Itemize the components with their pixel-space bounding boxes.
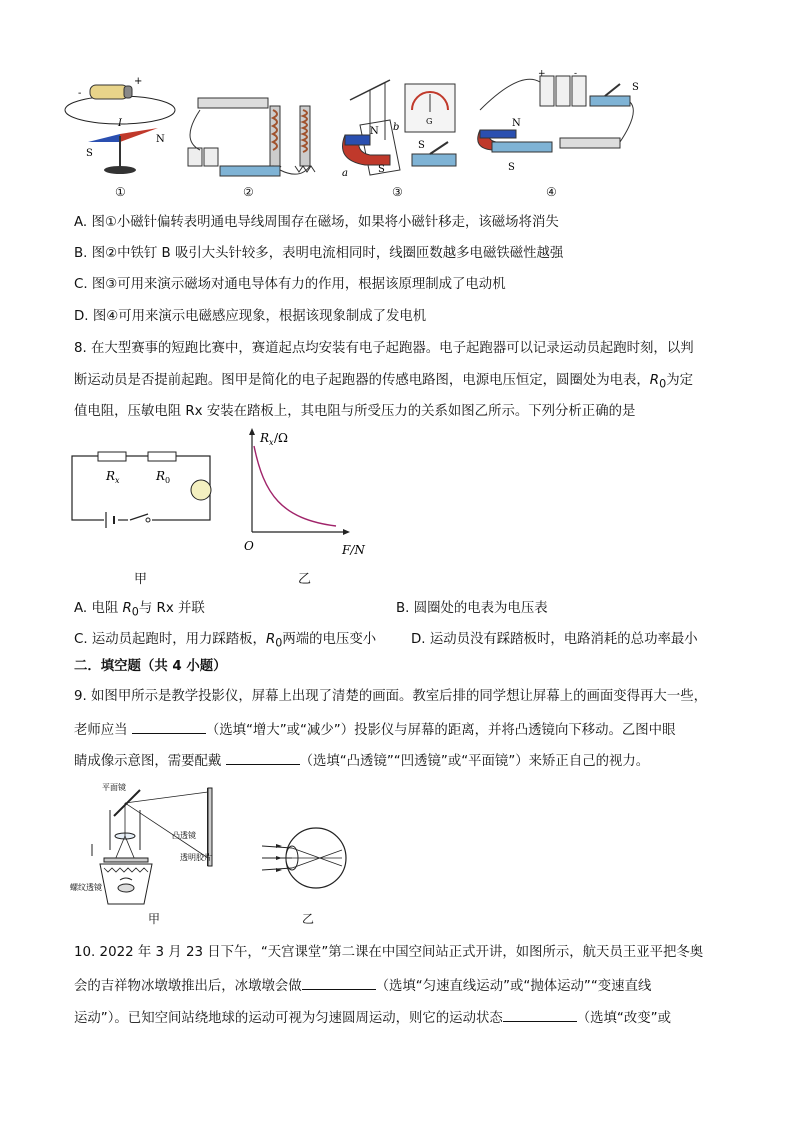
q8-r0-label: R xyxy=(156,469,166,483)
q7-option-a: A. 图①小磁针偏转表明通电导线周围存在磁场，如果将小磁针移走，该磁场将消失 xyxy=(74,215,559,230)
q8-graph-origin: O xyxy=(244,539,254,553)
fig1-minus: - xyxy=(78,88,82,99)
q8-line-2 xyxy=(74,372,693,394)
fig4-plus: + xyxy=(538,70,546,79)
q8-graph-xlabel: F/N xyxy=(342,543,365,557)
q8-caption-right: 乙 xyxy=(298,572,312,587)
q10-line-2 xyxy=(74,976,651,996)
q9-projector-diagram xyxy=(70,780,220,908)
q7-option-c: C. 图③可用来演示磁场对通电导体有力的作用，根据该原理制成了电动机 xyxy=(74,277,506,292)
q8-r0-label-sub: 0 xyxy=(165,476,171,485)
q8-graph-ylabel: R xyxy=(260,431,270,445)
q8-rx-label: R xyxy=(106,469,116,483)
q10-line-2-post: （选填“匀速直线运动”或“抛体运动”“变速直线 xyxy=(375,979,652,994)
q9-line-3-post: （选填“凸透镜”“凹透镜”或“平面镜”）来矫正自己的视力。 xyxy=(299,754,650,769)
q10-answer-blank-1[interactable] xyxy=(302,976,376,990)
q8-line-3: 值电阻，压敏电阻 Rx 安装在踏板上，其电阻与所受压力的关系如图乙所示。下列分析正确的是 xyxy=(74,404,636,419)
fig4-switch-s: S xyxy=(632,82,639,93)
q9-label-mirror: 平面镜 xyxy=(102,783,126,792)
q8-graph-ylabel-unit: /Ω xyxy=(274,431,288,445)
fig1-n: N xyxy=(156,134,165,145)
figure-2-caption: ② xyxy=(243,185,254,199)
q9-line-1: 9. 如图甲所示是教学投影仪，屏幕上出现了清楚的画面。教室后排的同学想让屏幕上的画面变得再大一些， xyxy=(74,689,707,704)
figure-1-caption: ① xyxy=(115,185,126,199)
q8-option-a-r0-sub: 0 xyxy=(131,605,139,619)
q9-line-2-pre: 老师应当 xyxy=(74,723,128,738)
fig4-minus: - xyxy=(574,70,578,79)
q8-option-a-pre: A. 电阻 xyxy=(74,601,123,616)
fig3-b: b xyxy=(393,122,400,133)
fig3-n: N xyxy=(370,126,379,137)
q9-label-film: 透明胶片 xyxy=(180,853,212,862)
q8-rx-sub: x xyxy=(115,476,120,485)
fig4-s: S xyxy=(508,162,515,173)
fig1-plus: + xyxy=(134,76,143,87)
q9-caption-right: 乙 xyxy=(302,912,315,926)
section-2-title: 二．填空题（共 4 小题） xyxy=(74,659,227,674)
q10-line-3-pre: 运动”）。已知空间站绕地球的运动可视为匀速圆周运动，则它的运动状态 xyxy=(74,1011,503,1026)
q8-resistance-graph xyxy=(236,424,376,564)
fig4-n: N xyxy=(512,118,521,129)
q8-option-b: B. 圆圈处的电表为电压表 xyxy=(396,601,548,616)
q8-line-2-text: 断运动员是否提前起跑。图甲是简化的电子起跑器的传感电路图，电源电压恒定，圆圈处为电表， xyxy=(74,373,650,388)
figure-4-caption: ④ xyxy=(546,185,557,199)
q8-r0-sub: 0 xyxy=(659,377,667,391)
q9-caption-left: 甲 xyxy=(148,912,161,926)
q8-option-c-post: 两端的电压变小 xyxy=(282,632,377,647)
q9-answer-blank-2[interactable] xyxy=(226,751,300,765)
q10-line-3-post: （选填“改变”或 xyxy=(576,1011,671,1026)
fig3-g: G xyxy=(426,117,433,126)
q9-line-3 xyxy=(74,751,649,771)
q9-line-2-post: （选填“增大”或“减少”）投影仪与屏幕的距离，并将凸透镜向下移动。乙图中眼 xyxy=(205,723,676,738)
q8-option-a xyxy=(74,600,205,622)
q8-graph-ylabel-sub: x xyxy=(269,438,274,447)
q8-option-d: D. 运动员没有踩踏板时，电路消耗的总功率最小 xyxy=(411,632,698,647)
q10-line-1: 10. 2022 年 3 月 23 日下午，“天宫课堂”第二课在中国空间站正式开讲，如图所示，航天员王亚平把冬奥 xyxy=(74,945,704,960)
q9-line-2 xyxy=(74,720,675,740)
q10-line-2-pre: 会的吉祥物冰墩墩推出后，冰墩墩会做 xyxy=(74,979,302,994)
q7-option-d: D. 图④可用来演示电磁感应现象，根据该现象制成了发电机 xyxy=(74,309,427,324)
q9-eye-diagram xyxy=(262,820,354,896)
q8-caption-left: 甲 xyxy=(134,572,148,587)
figure-2-electromagnets xyxy=(188,98,315,176)
fig1-current: I xyxy=(118,118,122,129)
figure-3-caption: ③ xyxy=(392,185,403,199)
figure-4-motor xyxy=(478,70,639,173)
q8-option-a-post: 与 Rx 并联 xyxy=(138,601,205,616)
q8-line-1: 8. 在大型赛事的短跑比赛中，赛道起点均安装有电子起跑器。电子起跑器可以记录运动员起跑时刻，以判 xyxy=(74,341,694,356)
q8-option-a-r0: R xyxy=(122,601,132,616)
fig1-s: S xyxy=(86,148,93,159)
q8-circuit-diagram xyxy=(70,440,220,540)
q10-line-3 xyxy=(74,1008,671,1028)
q9-label-convex: 凸透镜 xyxy=(172,831,196,840)
q8-r0-symbol: R xyxy=(649,373,660,388)
q8-option-c-pre: C. 运动员起跑时，用力踩踏板， xyxy=(74,632,266,647)
q8-option-c-r0: R xyxy=(265,632,276,647)
q10-answer-blank-2[interactable] xyxy=(503,1008,577,1022)
q9-answer-blank-1[interactable] xyxy=(132,720,206,734)
q9-label-fresnel: 螺纹透镜 xyxy=(70,883,102,892)
q8-option-c-r0-sub: 0 xyxy=(275,636,283,650)
fig3-switch-s: S xyxy=(418,140,425,151)
q7-figures xyxy=(60,70,740,200)
fig3-a: a xyxy=(342,168,348,179)
fig3-s: S xyxy=(378,164,385,175)
figure-3-induction xyxy=(342,80,456,179)
q8-r0-tail: 为定 xyxy=(666,373,693,388)
q7-option-b: B. 图②中铁钉 B 吸引大头针较多，表明电流相同时，线圈匝数越多电磁铁磁性越强 xyxy=(74,246,564,261)
q8-option-c xyxy=(74,631,376,653)
figure-1-compass xyxy=(65,76,175,174)
q9-line-3-pre: 睛成像示意图，需要配戴 xyxy=(74,754,222,769)
